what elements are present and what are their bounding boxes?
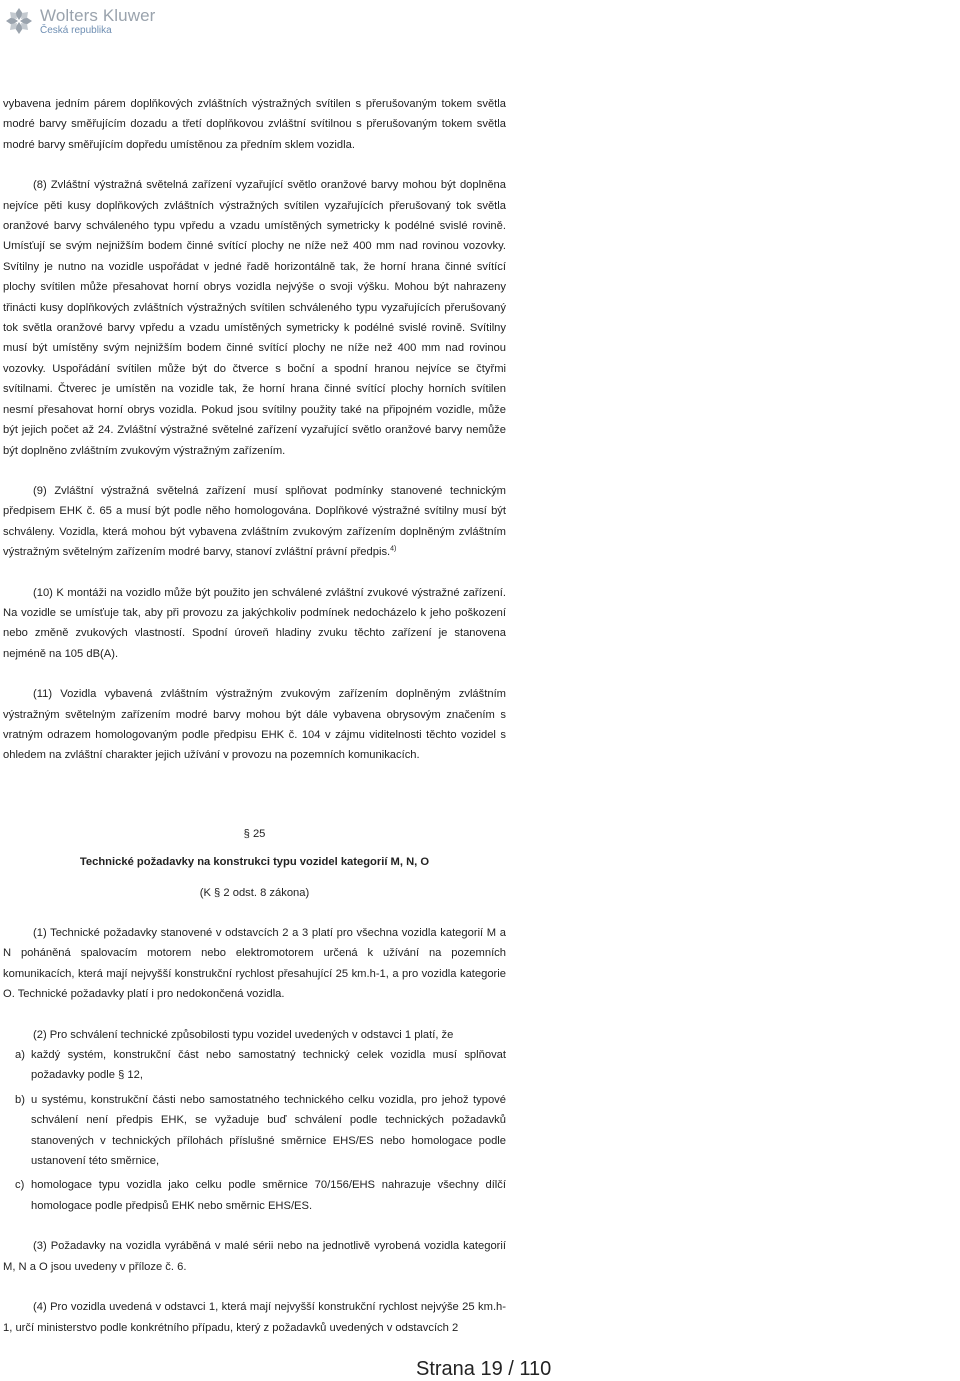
section-title: Technické požadavky na konstrukci typu vozidel kategorií M, N, O	[79, 856, 430, 869]
document-body	[3, 94, 506, 1338]
paragraph-continuation: vybavena jedním párem doplňkových zvláštních výstražných svítilen s přerušovaným tokem světla modré barvy směřujícím dozadu a třetí doplňkovou zvláštní svítilnou s přerušovaným tokem světla modré barvy směřujícím dopředu umístěnou za předním sklem vozidla.	[3, 98, 506, 151]
list-letter: b)	[15, 1093, 25, 1106]
paragraph-8: (8) Zvláštní výstražná světelná zařízení vyzařující světlo oranžové barvy mohou být doplněna nejvíce pěti kusy doplňkových zvláštních výstražných svítilen vyzařujících přerušovaný tok světla oranžové barvy schváleného typu vpředu a vzadu umístěných symetricky k podélné svislé rovině. Umísťují se svým nejnižším bodem činné svítící plochy ne níže než 400 mm nad rovinou vozovky. Svítilny je nutno na vozidle uspořádat v jedné řadě horizontálně tak, že horní hrana činné svítící plochy svítilen může přesahovat horní obrys vozidla nejvýše o svoji výšku. Mohou být nahrazeny třinácti kusy doplňkových zvláštních výstražných svítilen schváleného typu vyzařujících přerušovaný tok světla oranžové barvy vpředu a vzadu umístěných symetricky k podélné svislé rovině. Svítilny musí být umístěny svým nejnižším bodem činné svítící plochy ne níže než 400 mm nad rovinou vozovky. Uspořádání svítilen může být do čtverce s boční a spodní hranou nejvíce se čtyřmi svítilnami. Čtverec je umístěn na vozidle tak, že horní hrana činné svítící plochy horních svítilen nesmí přesahovat horní obrys vozidla. Pokud jsou svítilny použity také na připojném vozidle, může být jejich počet až 24. Zvláštní výstražné světelné zařízení vyzařující světlo oranžové barvy nemůže být doplněno zvláštním zvukovým výstražným zařízením.	[3, 179, 506, 457]
list-item	[3, 1090, 506, 1172]
section-paragraph-2: (2) Pro schválení technické způsobilosti typu vozidel uvedených v odstavci 1 platí, že	[33, 1028, 454, 1041]
section-paragraph-1: (1) Technické požadavky stanovené v odstavcích 2 a 3 platí pro všechna vozidla kategorií M a N poháněná spalovacím motorem nebo elektromotorem určená k užívání na pozemních komunikacích, která mají nejvyšší konstrukční rychlost přesahující 25 km.h-1, a pro vozidla kategorie O. Technické požadavky platí i pro nedokončená vozidla.	[3, 927, 506, 1001]
list-text: každý systém, konstrukční část nebo samostatný technický celek vozidla musí splňovat požadavky podle § 12,	[31, 1049, 506, 1082]
section-paragraph-3: (3) Požadavky na vozidla vyráběná v malé sérii nebo na jednotlivě vyrobená vozidla kategorií M, N a O jsou uvedeny v příloze č. 6.	[3, 1240, 506, 1273]
list-letter: a)	[15, 1049, 25, 1062]
wolters-kluwer-logo-icon	[4, 6, 34, 36]
paragraph-9	[3, 481, 506, 563]
list-text: u systému, konstrukční části nebo samostatného technického celku vozidla, pro jehož typové schválení není předpis EHK, se vyžaduje buď schválení podle technických požadavků stanovených v technických přílohách příslušné směrnice EHS/ES nebo homologace podle ustanovení této směrnice,	[31, 1093, 506, 1168]
paragraph-11: (11) Vozidla vybavená zvláštním výstražným zvukovým zařízením doplněným zvláštním výstražným světelným zařízením modré barvy mohou být dále vybavena obrysovým značením s vratným odrazem homologovaným podle předpisu EHK č. 104 v zájmu viditelnosti těchto vozidel s ohledem na zvláštní charakter jejich užívání v provozu na pozemních komunikacích.	[3, 688, 506, 762]
list-item	[3, 1045, 506, 1086]
list-item	[3, 1175, 506, 1216]
list-text: homologace typu vozidla jako celku podle směrnice 70/156/EHS nahrazuje všechny dílčí homologace podle předpisů EHK nebo směrnic EHS/ES.	[31, 1179, 506, 1212]
section-paragraph-4: (4) Pro vozidla uvedená v odstavci 1, která mají nejvyšší konstrukční rychlost nejvýše 25 km.h-1, určí ministerstvo podle konkrétního případu, který z požadavků uvedených v odstavcích 2	[3, 1301, 506, 1334]
paragraph-9-text: (9) Zvláštní výstražná světelná zařízení musí splňovat podmínky stanovené technickým předpisem EHK č. 65 a musí být podle něho homologována. Doplňkové výstražné svítilny musí být schváleny. Vozidla, která mohou být vybavena zvláštním zvukovým zařízením doplněným zvláštním výstražným světelným zařízením modré barvy, stanoví zvláštní právní předpis.	[3, 484, 506, 559]
paragraph-10: (10) K montáži na vozidlo může být použito jen schválené zvláštní zvukové výstražné zařízení. Na vozidle se umísťuje tak, aby při provozu za jakýchkoliv podmínek nedocházelo k jeho poškození nebo změně zvukových vlastností. Spodní úroveň hladiny zvuku těchto zařízení je stanovena nejméně na 105 dB(A).	[3, 586, 506, 660]
brand-subtitle: Česká republika	[40, 24, 112, 36]
brand-logo	[4, 4, 155, 38]
page-number: Strana 19 / 110	[416, 1358, 552, 1380]
brand-name: Wolters Kluwer	[40, 5, 156, 25]
list-letter: c)	[15, 1179, 25, 1192]
section-law-reference: (K § 2 odst. 8 zákona)	[199, 886, 310, 899]
section-number: § 25	[243, 827, 266, 840]
footnote-ref: 4)	[390, 545, 397, 553]
